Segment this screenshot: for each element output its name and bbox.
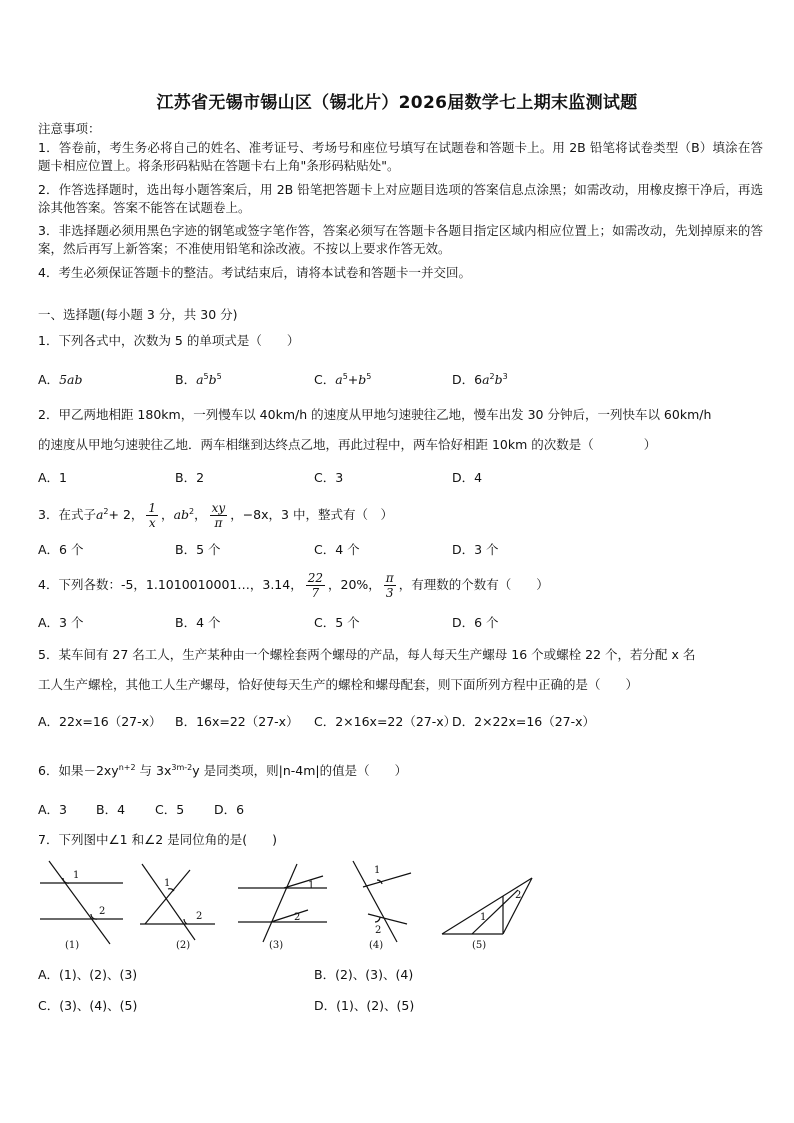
question-5-options: [38, 712, 763, 732]
figure-5-diagram: [442, 878, 532, 951]
exam-title: 江苏省无锡市锡山区（锡北片）2026届数学七上期末监测试题: [156, 93, 638, 113]
fig3-angle-1: 1: [308, 880, 315, 891]
fraction-pi-over-3: $\frac{\pi}{3}$: [385, 571, 394, 600]
notice-item-3: 3．非选择题必须用黑色字迹的钢笔或签字笔作答，答案必须写在答题卡各题目指定区域内相应位置上；如需改动，先划掉原来的答案，然后再写上新答案；不准使用铅笔和涂改液。不按以上要求作答无效。: [38, 223, 763, 256]
question-7-options-row2: [38, 996, 763, 1016]
fig4-angle-1: 1: [374, 865, 381, 876]
q2-option-c: C．3: [314, 470, 344, 485]
question-1-options: [38, 370, 763, 390]
fig4-label: (4): [369, 940, 384, 951]
q3-option-c: C．4 个: [314, 542, 360, 557]
question-7-stem: 7．下列图中∠1 和∠2 是同位角的是( ): [38, 832, 277, 847]
fig1-angle-1: 1: [73, 870, 80, 881]
fraction-xy-over-pi: $\frac{xy}{\pi}$: [211, 501, 226, 530]
fig2-angle-2: 2: [196, 911, 203, 922]
question-5-stem-line1: 5．某车间有 27 名工人，生产某种由一个螺栓套两个螺母的产品，每人每天生产螺母 16 个或螺栓 22 个，若分配 x 名: [38, 647, 696, 662]
fig5-angle-2: 2: [515, 890, 522, 901]
question-4-stem: 4．下列各数：-5，1.1010010001…，3.14， $\frac{22}{7}$ ，20%， $\frac{\pi}{3}$ ，有理数的个数有（ ）: [38, 571, 549, 600]
q6-option-b: B．4: [96, 802, 126, 817]
notice-item-2: 2．作答选择题时，选出每小题答案后，用 2B 铅笔把答题卡上对应题目选项的答案信息点涂黑；如需改动，用橡皮擦干净后，再选涂其他答案。答案不能答在试题卷上。: [38, 182, 763, 215]
q3-option-b: B．5 个: [175, 542, 221, 557]
notice-heading: 注意事项：: [38, 121, 101, 136]
notice-item-1: 1．答卷前，考生务必将自己的姓名、准考证号、考场号和座位号填写在试题卷和答题卡上。用 2B 铅笔将试卷类型（B）填涂在答题卡相应位置上。将条形码粘贴在答题卡右上角"条形码粘贴处"。: [38, 140, 763, 173]
q5-option-c: C．2×16x=22（27-x）: [314, 714, 457, 729]
question-2-stem-line2: 的速度从甲地匀速驶往乙地．两车相继到达终点乙地，再此过程中，两车恰好相距 10km 的次数是（ ）: [38, 437, 657, 452]
q2-option-d: D．4: [452, 470, 483, 485]
figure-2-diagram: [140, 864, 215, 951]
question-2-stem-line1: 2．甲乙两地相距 180km，一列慢车以 40km/h 的速度从甲地匀速驶往乙地，慢车出发 30 分钟后，一列快车以 60km/h: [38, 407, 712, 422]
question-2-options: [38, 468, 763, 488]
fraction-1-over-x: $\frac{1}{x}$: [148, 501, 157, 530]
question-3-stem: 3．在式子$a^2+ 2$， $\frac{1}{x}$ ，$ab^2$， $\frac{xy}{\pi}$ ，−8x，3 中，整式有（ ）: [38, 501, 393, 530]
fraction-22-over-7: $\frac{22}{7}$: [307, 571, 323, 600]
q7-option-b: B．(2)、(3)、(4): [314, 967, 414, 982]
question-6-options: [38, 800, 763, 820]
q1-option-a: A．5ab: [38, 372, 83, 387]
question-4-options: [38, 613, 763, 633]
q7-option-d: D．(1)、(2)、(5): [314, 998, 415, 1013]
q2-option-b: B．2: [175, 470, 205, 485]
figure-1-diagram: [40, 861, 123, 951]
question-6-stem: 6．如果$-2xy^{n+2}$ 与 $3x^{3m-2}y$ 是同类项，则|n-4m|的值是（ ）: [38, 762, 408, 778]
fig3-angle-2: 2: [294, 912, 301, 923]
q3-option-a: A．6 个: [38, 542, 84, 557]
fig5-label: (5): [472, 940, 487, 951]
question-7-figures: [35, 856, 545, 956]
q7-option-c: C．(3)、(4)、(5): [38, 998, 138, 1013]
q7-option-a: A．(1)、(2)、(3): [38, 967, 138, 982]
q4-option-a: A．3 个: [38, 615, 84, 630]
question-3-options: [38, 540, 763, 560]
fig4-angle-2: 2: [375, 925, 382, 936]
q6-option-d: D．6: [214, 802, 245, 817]
q1-option-b: B．$a^5b^5$: [175, 371, 222, 387]
figure-3-diagram: [238, 864, 327, 951]
fig3-label: (3): [269, 940, 284, 951]
fig1-angle-2: 2: [99, 906, 106, 917]
q1-option-d: D．$6a^2b^3$: [452, 371, 508, 387]
question-1-stem: 1．下列各式中，次数为 5 的单项式是（ ）: [38, 333, 300, 348]
q4-option-d: D．6 个: [452, 615, 499, 630]
fig1-label: (1): [65, 940, 80, 951]
figure-4-diagram: [353, 861, 411, 951]
question-7-options-row1: [38, 965, 763, 985]
q5-option-b: B．16x=22（27-x）: [175, 714, 299, 729]
fig2-label: (2): [176, 940, 191, 951]
q6-option-a: A．3: [38, 802, 68, 817]
q5-option-d: D．2×22x=16（27-x）: [452, 714, 596, 729]
question-5-stem-line2: 工人生产螺栓，其他工人生产螺母，恰好使每天生产的螺栓和螺母配套，则下面所列方程中正确的是（ ）: [38, 677, 639, 692]
q5-option-a: A．22x=16（27-x）: [38, 714, 162, 729]
q4-option-c: C．5 个: [314, 615, 360, 630]
q1-option-c: C．$a^5+b^5$: [314, 371, 372, 387]
q3-option-d: D．3 个: [452, 542, 499, 557]
q6-option-c: C．5: [155, 802, 185, 817]
notice-item-4: 4．考生必须保证答题卡的整洁。考试结束后，请将本试卷和答题卡一并交回。: [38, 265, 471, 280]
fig2-angle-1: 1: [164, 878, 171, 889]
q2-option-a: A．1: [38, 470, 68, 485]
fig5-angle-1: 1: [480, 912, 487, 923]
q4-option-b: B．4 个: [175, 615, 221, 630]
section-heading-choice: 一、选择题(每小题 3 分，共 30 分): [38, 307, 238, 322]
